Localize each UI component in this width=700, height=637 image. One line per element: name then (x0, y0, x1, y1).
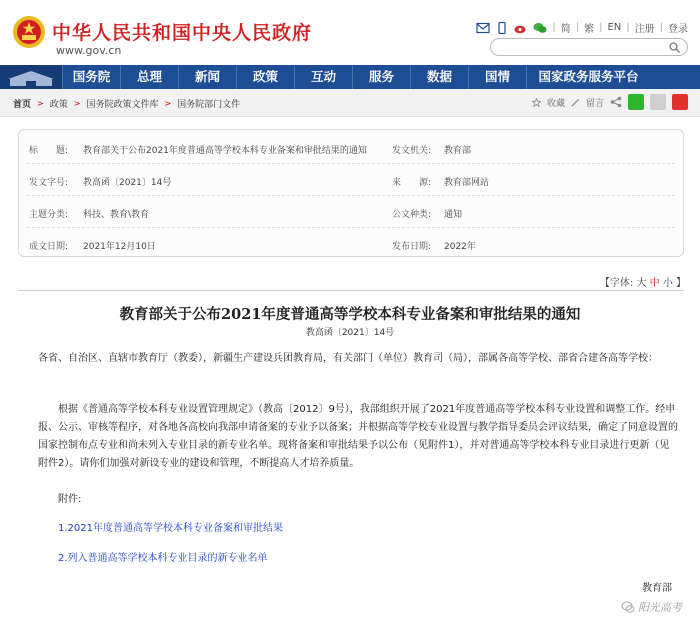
meta-source-value: 教育部网站 (444, 178, 490, 188)
meta-type-label: 公文种类: (392, 210, 432, 220)
meta-type-value: 通知 (444, 210, 463, 220)
star-icon[interactable] (532, 98, 541, 107)
nav-item-service[interactable]: 服务 (352, 65, 410, 89)
separator: | (575, 22, 580, 33)
wechat-share-icon[interactable] (628, 94, 644, 110)
document-metadata-table (18, 129, 684, 257)
font-size-medium-button[interactable]: 中 (649, 278, 660, 289)
nav-item-premier[interactable]: 总理 (120, 65, 178, 89)
qq-share-icon[interactable] (650, 94, 666, 110)
nav-item-national-conditions[interactable]: 国情 (468, 65, 526, 89)
breadcrumb (13, 97, 240, 110)
meta-source-label: 来 源: (392, 178, 432, 188)
national-emblem-icon[interactable] (12, 14, 46, 50)
tiananmen-icon (0, 65, 62, 89)
favorite-link[interactable]: 收藏 (546, 98, 565, 109)
meta-row (19, 132, 683, 164)
wechat-watermark-icon (621, 600, 635, 614)
mobile-icon[interactable] (495, 22, 509, 34)
article-paragraph: 各省、自治区、直辖市教育厅（教委），新疆生产建设兵团教育局，有关部门（单位）教育司（局），部属各高等学校、部省合建各高等学校： (38, 353, 658, 364)
share-tools (532, 94, 688, 110)
breadcrumb-bar (0, 89, 700, 117)
meta-topic-value: 科技、教育\教育 (83, 210, 150, 220)
separator: | (626, 22, 630, 33)
wechat-icon[interactable] (533, 22, 547, 34)
nav-item-interaction[interactable]: 互动 (294, 65, 352, 89)
meta-title-label: 标 题: (29, 146, 69, 156)
separator: | (552, 22, 556, 33)
lang-en-link[interactable]: EN (607, 22, 622, 33)
lang-traditional-link[interactable]: 繁 (584, 24, 595, 35)
article-signature: 教育部 (642, 583, 672, 594)
meta-issuer-value: 教育部 (444, 146, 472, 156)
breadcrumb-home[interactable]: 首页 (13, 100, 32, 110)
breadcrumb-arrow-icon: > (73, 99, 81, 108)
watermark-text: 阳光高考 (638, 601, 682, 614)
breadcrumb-department-docs[interactable]: 国务院部门文件 (177, 100, 241, 110)
attachment-link-1[interactable]: 1.2021年度普通高等学校本科专业备案和审批结果 (58, 523, 283, 534)
comment-link[interactable]: 留言 (585, 98, 604, 109)
font-size-large-button[interactable]: 大 (636, 278, 647, 289)
article-doc-number: 教高函〔2021〕14号 (305, 328, 395, 338)
font-size-prefix: 【字体: (599, 278, 634, 289)
breadcrumb-policy[interactable]: 政策 (49, 100, 68, 110)
site-header (0, 0, 700, 65)
breadcrumb-arrow-icon: > (164, 99, 172, 108)
site-url: www.gov.cn (56, 44, 122, 57)
share-icon[interactable] (610, 96, 622, 108)
search-box (490, 38, 688, 56)
font-size-control (600, 274, 686, 289)
nav-home-button[interactable] (0, 65, 62, 89)
search-input[interactable] (499, 40, 669, 56)
search-icon[interactable] (669, 42, 680, 53)
attachment-link-2[interactable]: 2.列入普通高等学校本科专业目录的新专业名单 (58, 553, 268, 564)
nav-item-policy[interactable]: 政策 (236, 65, 294, 89)
meta-row (19, 228, 683, 260)
meta-date-label: 成文日期: (29, 242, 69, 252)
attachments-label: 附件: (58, 494, 82, 505)
meta-topic-label: 主题分类: (29, 210, 69, 220)
article-paragraph: 根据《普通高等学校本科专业设置管理规定》（教高〔2012〕9号），我部组织开展了2021年度普通高等学校本科专业设置和调整工作。经申报、公示、审核等程序，对各地各高校向我部申请备案的专业予以备案；并根据高等学校专业设置与教学指导委员会评议结果，确定了同意设置的国家控制布点专业和尚未列入专业目录的新专业名单。现将备案和审批结果予以公布（见附件1），并对普通高等学校本科专业目录进行更新（见附件2）。请你们加强对新设专业的建设和管理，不断提高人才培养质量。 (38, 404, 678, 469)
breadcrumb-policy-library[interactable]: 国务院政策文件库 (86, 100, 159, 110)
nav-item-news[interactable]: 新闻 (178, 65, 236, 89)
divider (18, 290, 684, 291)
font-size-small-button[interactable]: 小 (662, 278, 673, 289)
meta-pubdate-label: 发布日期: (392, 242, 432, 252)
nav-item-data[interactable]: 数据 (410, 65, 468, 89)
meta-title-value: 教育部关于公布2021年度普通高等学校本科专业备案和审批结果的通知 (83, 146, 367, 156)
meta-docno-value: 教高函〔2021〕14号 (83, 178, 172, 188)
weibo-icon[interactable] (514, 22, 528, 34)
mail-icon[interactable] (476, 22, 490, 34)
meta-docno-label: 发文字号: (29, 178, 69, 188)
font-size-suffix: 】 (676, 278, 686, 289)
meta-row (19, 196, 683, 228)
separator: | (659, 22, 663, 33)
pencil-icon[interactable] (571, 98, 580, 107)
header-tools (476, 20, 688, 35)
meta-issuer-label: 发文机关: (392, 146, 432, 156)
meta-row (19, 164, 683, 196)
watermark (621, 599, 682, 615)
meta-date-value: 2021年12月10日 (83, 242, 156, 252)
login-link[interactable]: 登录 (668, 24, 688, 35)
weibo-share-icon[interactable] (672, 94, 688, 110)
nav-item-gov-service-platform[interactable]: 国家政务服务平台 (526, 65, 650, 89)
separator: | (599, 22, 603, 33)
nav-item-state-council[interactable]: 国务院 (62, 65, 120, 89)
meta-pubdate-value: 2022年 (444, 242, 476, 252)
register-link[interactable]: 注册 (634, 24, 655, 35)
article-title: 教育部关于公布2021年度普通高等学校本科专业备案和审批结果的通知 (119, 306, 581, 323)
main-nav (0, 65, 700, 89)
lang-simplified-link[interactable]: 简 (560, 24, 571, 35)
site-title[interactable]: 中华人民共和国中央人民政府 (52, 22, 313, 44)
breadcrumb-arrow-icon: > (37, 99, 44, 108)
